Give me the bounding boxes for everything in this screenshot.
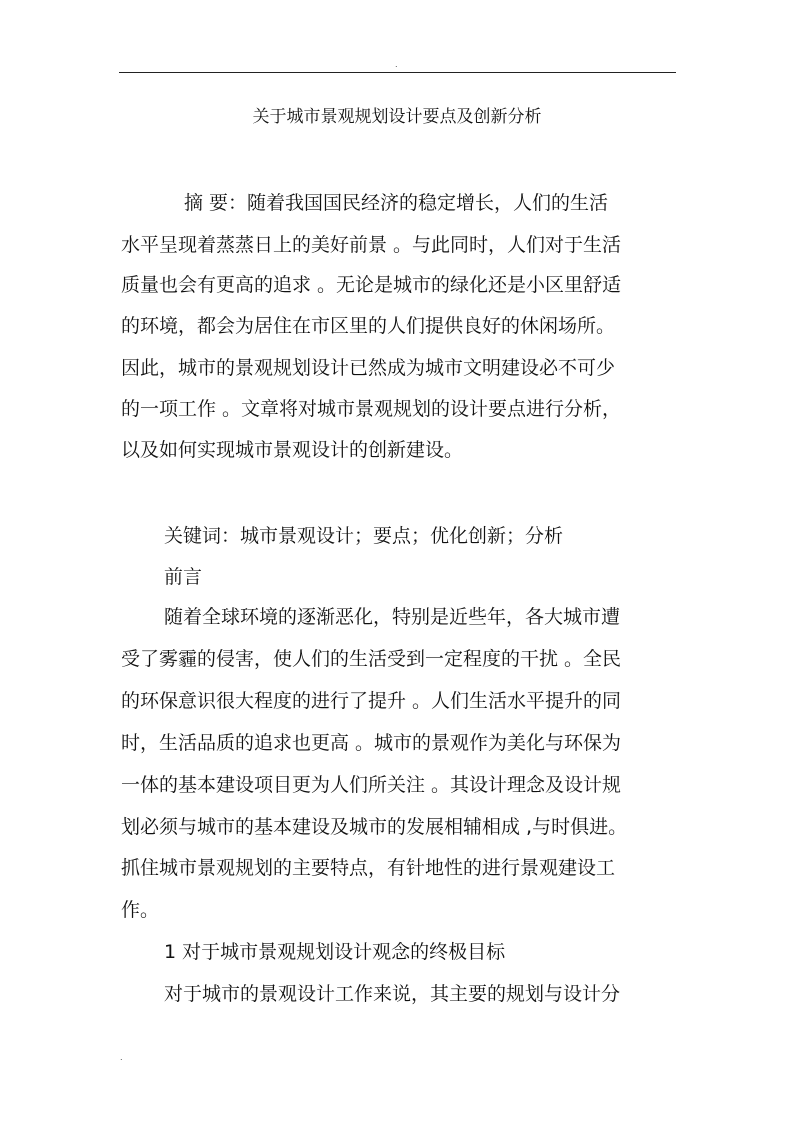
keywords: 关键词：城市景观设计；要点；优化创新；分析 [164, 525, 564, 547]
abstract-line: 摘 要：随着我国国民经济的稳定增长，人们的生活 [184, 192, 609, 214]
document-title: 关于城市景观规划设计要点及创新分析 [252, 107, 542, 127]
footer-mark: . [120, 1053, 123, 1062]
preface-line: 一体的基本建设项目更为人们所关注 。其设计理念及设计规 [121, 774, 622, 796]
preface-heading: 前言 [164, 566, 203, 588]
abstract-line: 的一项工作 。文章将对城市景观规划的设计要点进行分析， [121, 398, 622, 420]
preface-line: 划必须与城市的基本建设及城市的发展相辅相成 ,与时俱进。 [121, 816, 628, 838]
abstract-line: 因此，城市的景观规划设计已然成为城市文明建设必不可少 [121, 357, 616, 379]
preface-line: 时，生活品质的追求也更高 。城市的景观作为美化与环保为 [121, 732, 622, 754]
section-1-line: 对于城市的景观设计工作来说，其主要的规划与设计分 [164, 983, 621, 1005]
abstract-line: 水平呈现着蒸蒸日上的美好前景 。与此同时，人们对于生活 [121, 234, 622, 256]
preface-line: 抓住城市景观规划的主要特点，有针地性的进行景观建设工 [121, 857, 616, 879]
preface-line: 受了雾霾的侵害，使人们的生活受到一定程度的干扰 。全民 [121, 648, 622, 670]
header-rule [119, 72, 676, 73]
abstract-line: 的环境，都会为居住在市区里的人们提供良好的休闲场所。 [121, 315, 616, 337]
header-mark: . [395, 60, 398, 69]
section-1-heading: 1 对于城市景观规划设计观念的终极目标 [164, 941, 506, 963]
abstract-line: 以及如何实现城市景观设计的创新建设。 [121, 439, 464, 461]
preface-line: 的环保意识很大程度的进行了提升 。人们生活水平提升的同 [121, 690, 622, 712]
preface-line: 随着全球环境的逐渐恶化，特别是近些年，各大城市遭 [164, 606, 621, 628]
abstract-line: 质量也会有更高的追求 。无论是城市的绿化还是小区里舒适 [121, 274, 622, 296]
preface-line: 作。 [121, 899, 160, 921]
